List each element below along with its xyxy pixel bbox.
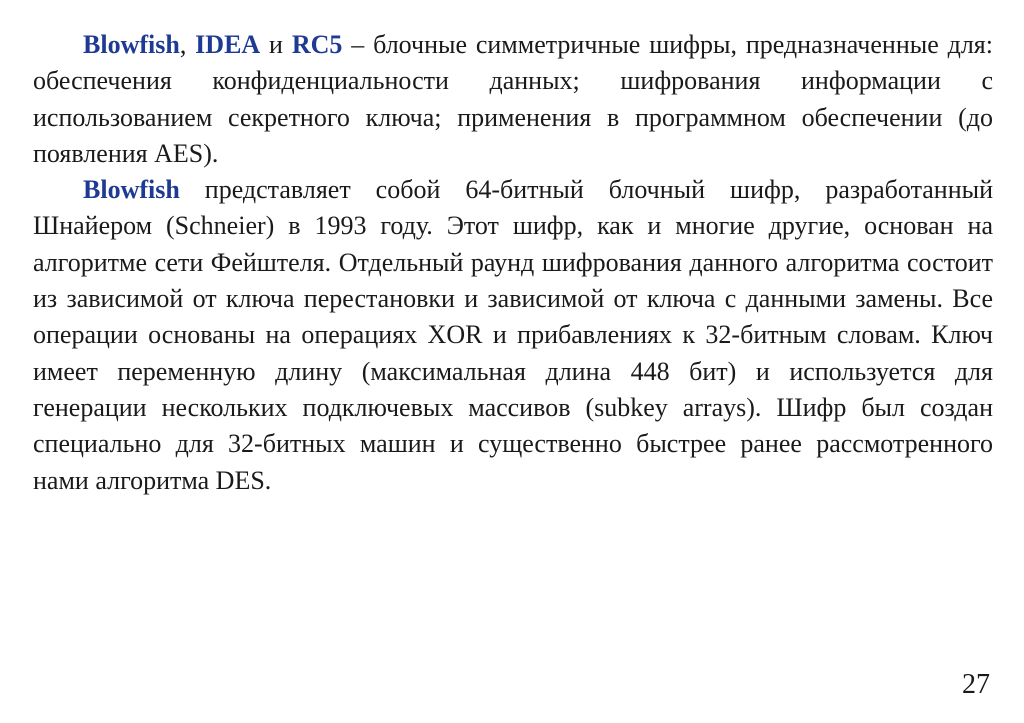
paragraph-1-text: – блочные симметричные шифры, предназначенные для: обеспечения конфиденциальности данных; шифрования информации с использованием секретного ключа; применения в программном обеспечении (до появления AES). — [33, 30, 993, 168]
term-blowfish-2: Blowfish — [83, 175, 180, 205]
paragraph-2-text: представляет собой 64-битный блочный шифр, разработанный Шнайером (Schneier) в 1993 году. Этот шифр, как и многие другие, основан на алгоритме сети Фейштеля. Отдельный раунд шифрования данного алгоритма состоит из зависимой от ключа перестановки и зависимой от ключа с данными замены. Все операции основаны на операциях XOR и прибавлениях к 32-битным словам. Ключ имеет переменную длину (максимальная длина 448 бит) и используется для генерации нескольких подключевых массивов (subkey arrays). Шифр был создан специально для 32-битных машин и существенно быстрее ранее рассмотренного нами алгоритма DES. — [33, 175, 993, 495]
separator-comma: , — [179, 30, 196, 59]
term-rc5: RC5 — [291, 30, 343, 59]
paragraph-ciphers-overview — [33, 27, 993, 172]
term-blowfish: Blowfish — [83, 30, 180, 59]
paragraph-blowfish-description — [33, 172, 993, 499]
term-idea: IDEA — [195, 30, 261, 59]
separator-and: и — [260, 30, 292, 59]
page-number: 27 — [962, 669, 990, 700]
slide-content — [33, 27, 993, 499]
